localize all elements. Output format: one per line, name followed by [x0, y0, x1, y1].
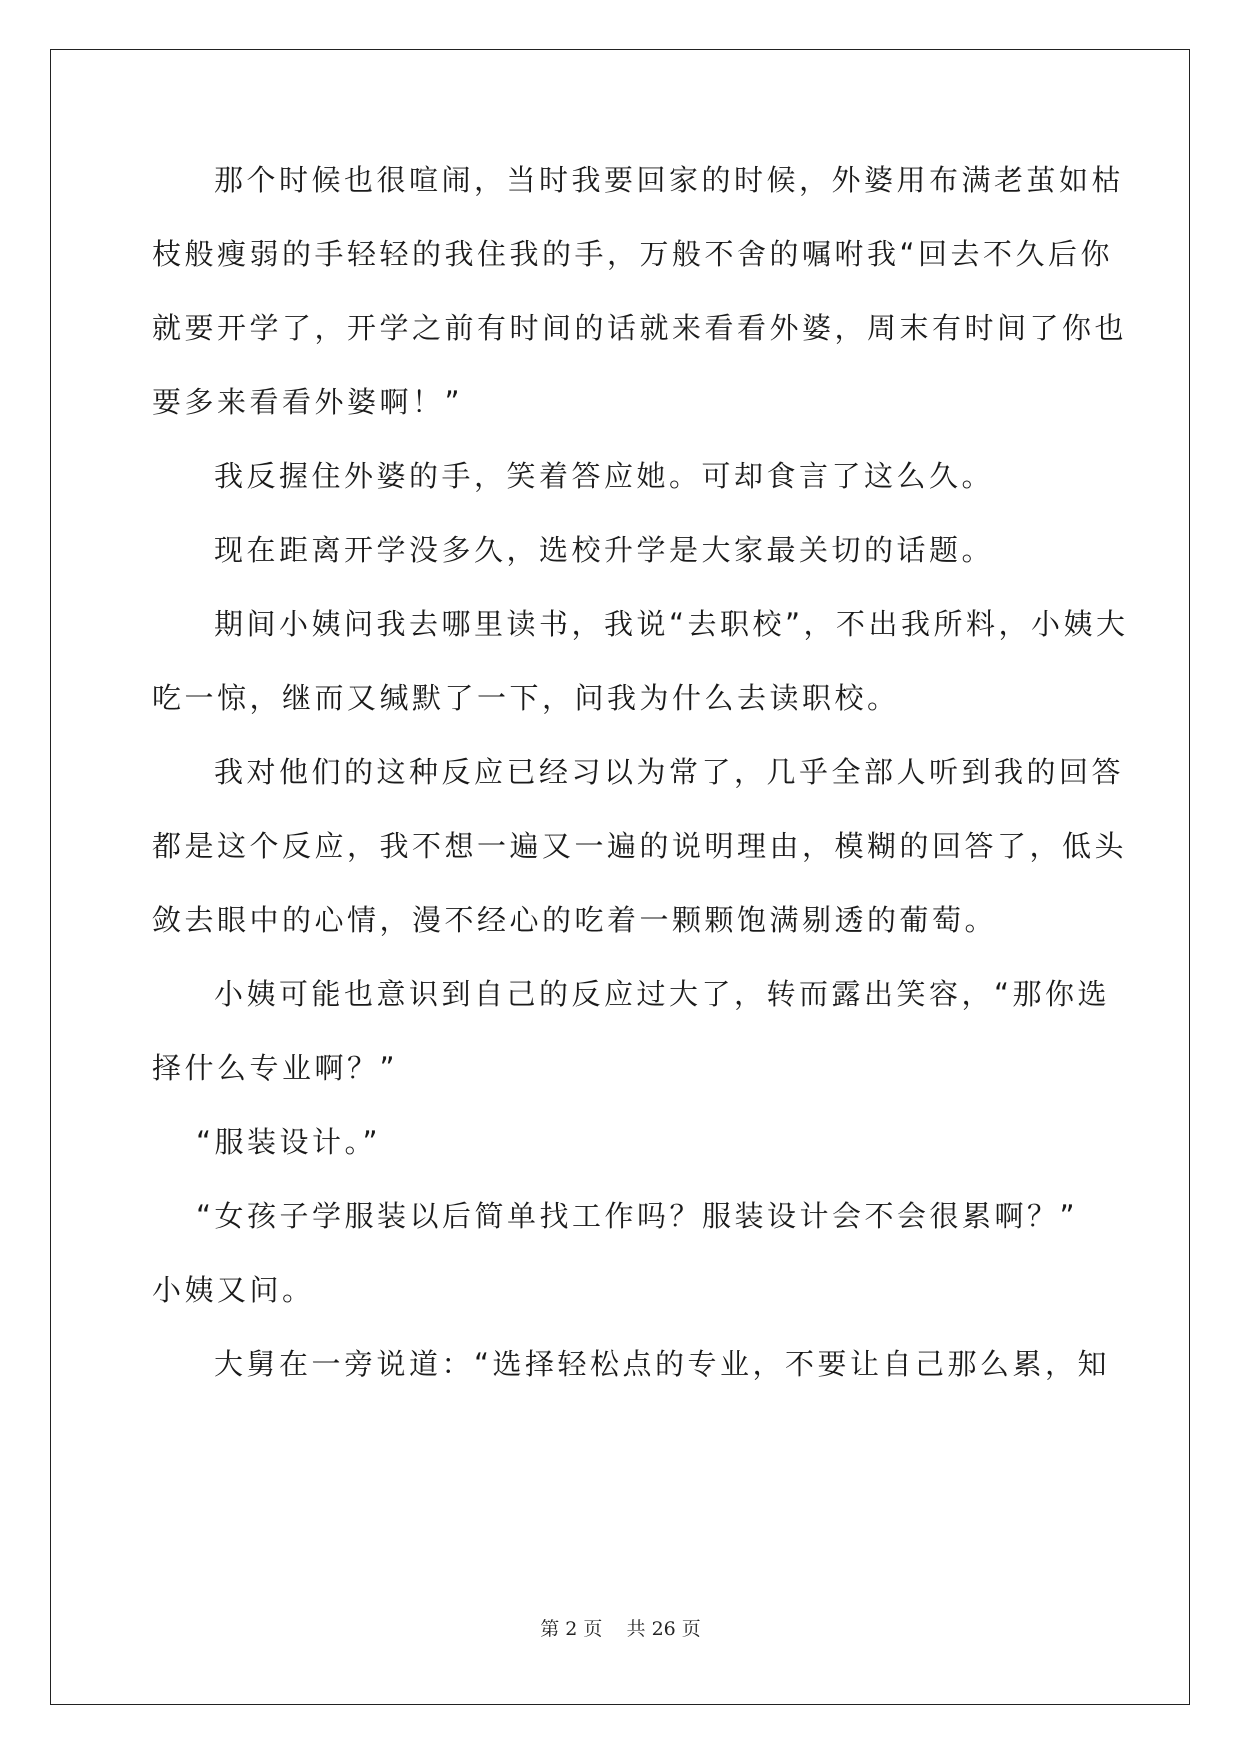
- page-number-label: 第 2 页 共 26 页: [540, 1618, 701, 1640]
- paragraph-line: “服装设计。”: [196, 1125, 382, 1159]
- paragraph-line: “女孩子学服装以后简单找工作吗？服装设计会不会很累啊？”: [196, 1199, 1079, 1233]
- paragraph-line: 敛去眼中的心情，漫不经心的吃着一颗颗饱满剔透的葡萄。: [152, 903, 998, 937]
- paragraph-line: 都是这个反应，我不想一遍又一遍的说明理由，模糊的回答了，低头: [152, 829, 1128, 863]
- paragraph-line: 就要开学了，开学之前有时间的话就来看看外婆，周末有时间了你也: [152, 311, 1128, 345]
- paragraph-line: 现在距离开学没多久，选校升学是大家最关切的话题。: [214, 533, 995, 567]
- paragraph-line: 大舅在一旁说道：“选择轻松点的专业，不要让自己那么累，知: [214, 1347, 1111, 1381]
- paragraph-line: 吃一惊，继而又缄默了一下，问我为什么去读职校。: [152, 681, 900, 715]
- paragraph-line: 我对他们的这种反应已经习以为常了，几乎全部人听到我的回答: [214, 755, 1125, 789]
- page-border: [50, 49, 1190, 1705]
- paragraph-line: 我反握住外婆的手，笑着答应她。可却食言了这么久。: [214, 459, 995, 493]
- paragraph-line: 小姨又问。: [152, 1273, 315, 1307]
- page-number-footer: [0, 1614, 1241, 1641]
- paragraph-line: 那个时候也很喧闹，当时我要回家的时候，外婆用布满老茧如枯: [214, 163, 1125, 197]
- paragraph-line: 枝般瘦弱的手轻轻的我住我的手，万般不舍的嘱咐我“回去不久后你: [152, 237, 1114, 271]
- paragraph-line: 要多来看看外婆啊！”: [152, 385, 464, 419]
- paragraph-line: 小姨可能也意识到自己的反应过大了，转而露出笑容，“那你选: [214, 977, 1111, 1011]
- paragraph-line: 期间小姨问我去哪里读书，我说“去职校”，不出我所料，小姨大: [214, 607, 1129, 641]
- paragraph-line: 择什么专业啊？”: [152, 1051, 399, 1085]
